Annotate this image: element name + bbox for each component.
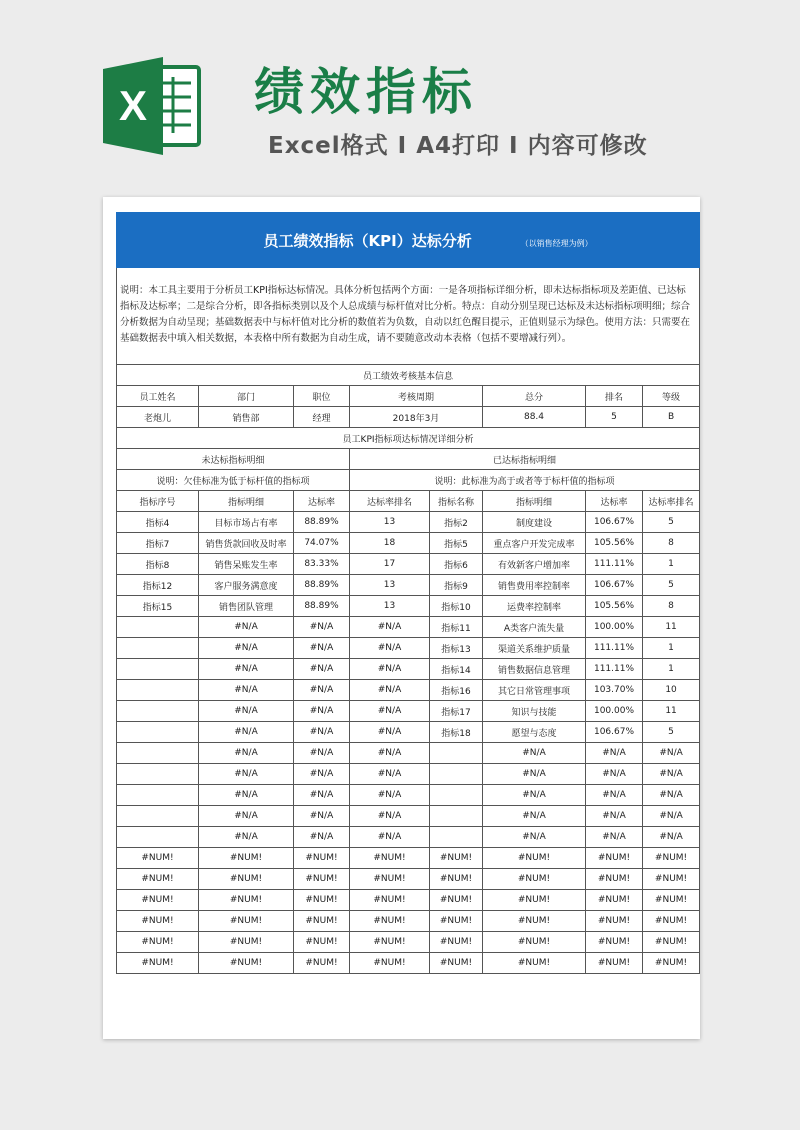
met-detail-cell: 销售数据信息管理 (483, 659, 586, 680)
basic-info-title: 员工绩效考核基本信息 (117, 365, 700, 386)
unmet-rate-cell: #N/A (294, 743, 350, 764)
table-row (117, 512, 700, 533)
table-row (117, 596, 700, 617)
table-row (117, 533, 700, 554)
left-header-detail: 指标明细 (199, 491, 294, 512)
detail-section-title: 员工KPI指标项达标情况详细分析 (117, 428, 700, 449)
met-rate-cell: 111.11% (586, 659, 643, 680)
met-rank-cell: 8 (643, 533, 700, 554)
met-rank-cell: #NUM! (643, 953, 700, 974)
unmet-rank-cell: #N/A (350, 806, 430, 827)
unmet-index-cell: #NUM! (117, 932, 199, 953)
unmet-detail-cell: #NUM! (199, 911, 294, 932)
value-name: 老炮儿 (117, 407, 199, 428)
met-index-cell: #NUM! (430, 953, 483, 974)
table-row (117, 911, 700, 932)
unmet-index-cell (117, 806, 199, 827)
unmet-detail-cell: #N/A (199, 680, 294, 701)
unmet-detail-cell: 销售货款回收及时率 (199, 533, 294, 554)
met-detail-cell: 运费率控制率 (483, 596, 586, 617)
met-rate-cell: #NUM! (586, 932, 643, 953)
met-index-cell: #NUM! (430, 911, 483, 932)
met-index-cell: #NUM! (430, 932, 483, 953)
met-rank-cell: 5 (643, 512, 700, 533)
unmet-detail-cell: #NUM! (199, 953, 294, 974)
met-rate-cell: #N/A (586, 806, 643, 827)
met-detail-cell: 有效新客户增加率 (483, 554, 586, 575)
unmet-index-cell (117, 680, 199, 701)
met-rank-cell: 1 (643, 659, 700, 680)
unmet-rate-cell: #N/A (294, 638, 350, 659)
met-detail-cell: #N/A (483, 806, 586, 827)
met-index-cell: 指标14 (430, 659, 483, 680)
met-rate-cell: 111.11% (586, 638, 643, 659)
value-period: 2018年3月 (350, 407, 483, 428)
unmet-detail-cell: #N/A (199, 638, 294, 659)
sheet-header (117, 213, 700, 268)
unmet-rate-cell: #NUM! (294, 911, 350, 932)
met-index-cell: 指标6 (430, 554, 483, 575)
met-rank-cell: 10 (643, 680, 700, 701)
unmet-detail-cell: #NUM! (199, 932, 294, 953)
met-index-cell (430, 806, 483, 827)
basic-info-value-row (117, 407, 700, 428)
unmet-rank-cell: #N/A (350, 827, 430, 848)
unmet-index-cell: 指标8 (117, 554, 199, 575)
met-rank-cell: #NUM! (643, 869, 700, 890)
met-rank-cell: #N/A (643, 806, 700, 827)
met-rank-cell: 1 (643, 638, 700, 659)
table-row (117, 575, 700, 596)
table-row (117, 743, 700, 764)
unmet-index-cell (117, 659, 199, 680)
met-rank-cell: #N/A (643, 827, 700, 848)
met-index-cell: #NUM! (430, 848, 483, 869)
unmet-rank-cell: #N/A (350, 617, 430, 638)
met-rank-cell: #NUM! (643, 911, 700, 932)
value-department: 销售部 (199, 407, 294, 428)
table-row (117, 953, 700, 974)
table-row (117, 869, 700, 890)
unmet-detail-cell: 目标市场占有率 (199, 512, 294, 533)
table-row (117, 827, 700, 848)
unmet-rate-cell: 74.07% (294, 533, 350, 554)
unmet-rate-cell: 88.89% (294, 512, 350, 533)
met-rate-cell: 106.67% (586, 512, 643, 533)
table-row (117, 680, 700, 701)
unmet-rank-cell: #N/A (350, 785, 430, 806)
met-detail-cell: 愿望与态度 (483, 722, 586, 743)
table-row (117, 701, 700, 722)
met-detail-cell: 知识与技能 (483, 701, 586, 722)
unmet-rate-cell: #N/A (294, 680, 350, 701)
table-row (117, 806, 700, 827)
met-index-cell (430, 827, 483, 848)
met-rank-cell: 11 (643, 701, 700, 722)
met-rate-cell: 106.67% (586, 575, 643, 596)
met-rank-cell: #N/A (643, 743, 700, 764)
met-rate-cell: 105.56% (586, 533, 643, 554)
unmet-detail-cell: #NUM! (199, 848, 294, 869)
unmet-rate-cell: #NUM! (294, 869, 350, 890)
met-detail-cell: #NUM! (483, 953, 586, 974)
unmet-index-cell (117, 827, 199, 848)
met-rate-cell: #N/A (586, 764, 643, 785)
unmet-rate-cell: #N/A (294, 764, 350, 785)
unmet-detail-cell: #N/A (199, 827, 294, 848)
met-note: 说明：此标准为高于或者等于标杆值的指标项 (350, 470, 700, 491)
unmet-rank-cell: 13 (350, 575, 430, 596)
met-rank-cell: 1 (643, 554, 700, 575)
met-rate-cell: 111.11% (586, 554, 643, 575)
table-row (117, 722, 700, 743)
header-grade: 等级 (643, 386, 700, 407)
header-total: 总分 (483, 386, 586, 407)
value-total: 88.4 (483, 407, 586, 428)
met-rate-cell: 106.67% (586, 722, 643, 743)
met-rate-cell: #N/A (586, 785, 643, 806)
met-rate-cell: #N/A (586, 827, 643, 848)
right-header-rate: 达标率 (586, 491, 643, 512)
unmet-rank-cell: #N/A (350, 743, 430, 764)
unmet-rate-cell: #NUM! (294, 953, 350, 974)
unmet-detail-cell: #N/A (199, 785, 294, 806)
met-detail-cell: #N/A (483, 785, 586, 806)
met-index-cell: 指标17 (430, 701, 483, 722)
unmet-index-cell (117, 743, 199, 764)
met-rate-cell: #N/A (586, 743, 643, 764)
basic-info-header-row (117, 386, 700, 407)
header-rank: 排名 (586, 386, 643, 407)
met-rate-cell: #NUM! (586, 869, 643, 890)
met-title: 已达标指标明细 (350, 449, 700, 470)
table-row (117, 932, 700, 953)
unmet-index-cell (117, 785, 199, 806)
unmet-rank-cell: #N/A (350, 659, 430, 680)
met-rate-cell: #NUM! (586, 911, 643, 932)
unmet-rank-cell: 18 (350, 533, 430, 554)
met-detail-cell: 销售费用率控制率 (483, 575, 586, 596)
value-rank: 5 (586, 407, 643, 428)
page-subtitle: Excel格式 I A4打印 I 内容可修改 (268, 133, 648, 159)
unmet-rank-cell: #N/A (350, 701, 430, 722)
unmet-rate-cell: #N/A (294, 617, 350, 638)
met-detail-cell: #N/A (483, 764, 586, 785)
met-rate-cell: #NUM! (586, 848, 643, 869)
met-rank-cell: 5 (643, 722, 700, 743)
met-rank-cell: 8 (643, 596, 700, 617)
detail-rows (117, 512, 700, 974)
unmet-rate-cell: 88.89% (294, 596, 350, 617)
unmet-rank-cell: 13 (350, 596, 430, 617)
met-index-cell: 指标11 (430, 617, 483, 638)
unmet-detail-cell: #N/A (199, 701, 294, 722)
met-index-cell: 指标13 (430, 638, 483, 659)
header-position: 职位 (294, 386, 350, 407)
unmet-index-cell (117, 722, 199, 743)
met-detail-cell: #NUM! (483, 848, 586, 869)
met-index-cell (430, 764, 483, 785)
unmet-detail-cell: 销售团队管理 (199, 596, 294, 617)
unmet-rank-cell: #NUM! (350, 890, 430, 911)
met-index-cell: 指标9 (430, 575, 483, 596)
met-index-cell (430, 785, 483, 806)
met-rank-cell: #NUM! (643, 890, 700, 911)
unmet-rate-cell: #N/A (294, 785, 350, 806)
unmet-index-cell (117, 617, 199, 638)
unmet-index-cell: 指标4 (117, 512, 199, 533)
met-detail-cell: 制度建设 (483, 512, 586, 533)
svg-text:X: X (118, 82, 148, 129)
met-detail-cell: 重点客户开发完成率 (483, 533, 586, 554)
unmet-index-cell: 指标15 (117, 596, 199, 617)
unmet-rank-cell: #NUM! (350, 911, 430, 932)
unmet-index-cell (117, 701, 199, 722)
met-index-cell (430, 743, 483, 764)
unmet-rank-cell: #NUM! (350, 953, 430, 974)
met-index-cell: #NUM! (430, 869, 483, 890)
met-index-cell: 指标2 (430, 512, 483, 533)
header-name: 员工姓名 (117, 386, 199, 407)
unmet-rank-cell: 13 (350, 512, 430, 533)
unmet-detail-cell: 客户服务满意度 (199, 575, 294, 596)
right-header-rank: 达标率排名 (643, 491, 700, 512)
unmet-index-cell: #NUM! (117, 848, 199, 869)
unmet-rate-cell: 83.33% (294, 554, 350, 575)
unmet-detail-cell: #NUM! (199, 869, 294, 890)
met-detail-cell: #N/A (483, 827, 586, 848)
met-rank-cell: #N/A (643, 764, 700, 785)
right-header-name: 指标名称 (430, 491, 483, 512)
met-rate-cell: 100.00% (586, 617, 643, 638)
unmet-index-cell: 指标7 (117, 533, 199, 554)
table-row (117, 785, 700, 806)
unmet-index-cell: #NUM! (117, 869, 199, 890)
unmet-index-cell: #NUM! (117, 953, 199, 974)
unmet-rate-cell: #N/A (294, 701, 350, 722)
table-row (117, 659, 700, 680)
unmet-rank-cell: #NUM! (350, 932, 430, 953)
met-rate-cell: 105.56% (586, 596, 643, 617)
unmet-index-cell: #NUM! (117, 911, 199, 932)
met-detail-cell: 渠道关系维护质量 (483, 638, 586, 659)
met-rate-cell: #NUM! (586, 953, 643, 974)
met-detail-cell: #NUM! (483, 932, 586, 953)
table-row (117, 554, 700, 575)
met-index-cell: 指标10 (430, 596, 483, 617)
met-rate-cell: 103.70% (586, 680, 643, 701)
unmet-detail-cell: #N/A (199, 764, 294, 785)
table-row (117, 638, 700, 659)
unmet-rate-cell: #N/A (294, 659, 350, 680)
met-detail-cell: #NUM! (483, 911, 586, 932)
met-index-cell: #NUM! (430, 890, 483, 911)
unmet-index-cell: 指标12 (117, 575, 199, 596)
description: 说明：本工具主要用于分析员工KPI指标达标情况。具体分析包括两个方面：一是各项指标详细分析，即未达标指标项及差距值、已达标指标及达标率；二是综合分析，即各指标类别以及个人总成绩与标杆值对比分析。特点：自动分别呈现已达标及未达标指标项明细；综合分析数据为自动呈现；基础数据表中与标杆值对比分析的数值若为负数，自动以红色醒目提示，正值则显示为绿色。使用方法：只需要在基础数据表中填入相关数据，本表格中所有数据为自动生成，请不要随意改动本表格（包括不要增减行列）。 (117, 268, 700, 365)
met-index-cell: 指标5 (430, 533, 483, 554)
value-grade: B (643, 407, 700, 428)
met-rank-cell: #NUM! (643, 932, 700, 953)
met-index-cell: 指标18 (430, 722, 483, 743)
unmet-rank-cell: 17 (350, 554, 430, 575)
sheet-title: 员工绩效指标（KPI）达标分析 (263, 231, 472, 250)
right-header-detail: 指标明细 (483, 491, 586, 512)
header-period: 考核周期 (350, 386, 483, 407)
left-header-index: 指标序号 (117, 491, 199, 512)
header-department: 部门 (199, 386, 294, 407)
unmet-rate-cell: #NUM! (294, 890, 350, 911)
unmet-index-cell (117, 638, 199, 659)
unmet-rank-cell: #N/A (350, 764, 430, 785)
met-rate-cell: #NUM! (586, 890, 643, 911)
value-position: 经理 (294, 407, 350, 428)
met-detail-cell: 其它日常管理事项 (483, 680, 586, 701)
unmet-rate-cell: #NUM! (294, 848, 350, 869)
unmet-note: 说明：欠佳标准为低于标杆值的指标项 (117, 470, 350, 491)
unmet-rank-cell: #N/A (350, 722, 430, 743)
unmet-rank-cell: #NUM! (350, 869, 430, 890)
met-detail-cell: #NUM! (483, 890, 586, 911)
excel-icon (103, 57, 203, 155)
sheet-body (117, 213, 700, 512)
unmet-detail-cell: #N/A (199, 743, 294, 764)
detail-header-row (117, 491, 700, 512)
unmet-detail-cell: #N/A (199, 722, 294, 743)
unmet-detail-cell: 销售呆账发生率 (199, 554, 294, 575)
unmet-rank-cell: #N/A (350, 638, 430, 659)
unmet-rate-cell: #N/A (294, 722, 350, 743)
met-rank-cell: #N/A (643, 785, 700, 806)
unmet-title: 未达标指标明细 (117, 449, 350, 470)
table-row (117, 764, 700, 785)
unmet-rate-cell: 88.89% (294, 575, 350, 596)
unmet-rate-cell: #NUM! (294, 932, 350, 953)
unmet-detail-cell: #N/A (199, 806, 294, 827)
left-header-rate: 达标率 (294, 491, 350, 512)
unmet-rank-cell: #NUM! (350, 848, 430, 869)
table-row (117, 617, 700, 638)
table-row (117, 890, 700, 911)
met-rate-cell: 100.00% (586, 701, 643, 722)
unmet-rank-cell: #N/A (350, 680, 430, 701)
page-title: 绩效指标 (254, 63, 478, 121)
unmet-index-cell (117, 764, 199, 785)
sheet-note: （以销售经理为例） (520, 238, 593, 248)
kpi-sheet (116, 212, 700, 974)
met-detail-cell: #N/A (483, 743, 586, 764)
unmet-detail-cell: #NUM! (199, 890, 294, 911)
unmet-detail-cell: #N/A (199, 659, 294, 680)
met-index-cell: 指标16 (430, 680, 483, 701)
met-detail-cell: A类客户流失量 (483, 617, 586, 638)
met-rank-cell: #NUM! (643, 848, 700, 869)
met-rank-cell: 5 (643, 575, 700, 596)
unmet-detail-cell: #N/A (199, 617, 294, 638)
met-rank-cell: 11 (643, 617, 700, 638)
met-detail-cell: #NUM! (483, 869, 586, 890)
left-header-rank: 达标率排名 (350, 491, 430, 512)
unmet-rate-cell: #N/A (294, 827, 350, 848)
table-row (117, 848, 700, 869)
unmet-index-cell: #NUM! (117, 890, 199, 911)
unmet-rate-cell: #N/A (294, 806, 350, 827)
